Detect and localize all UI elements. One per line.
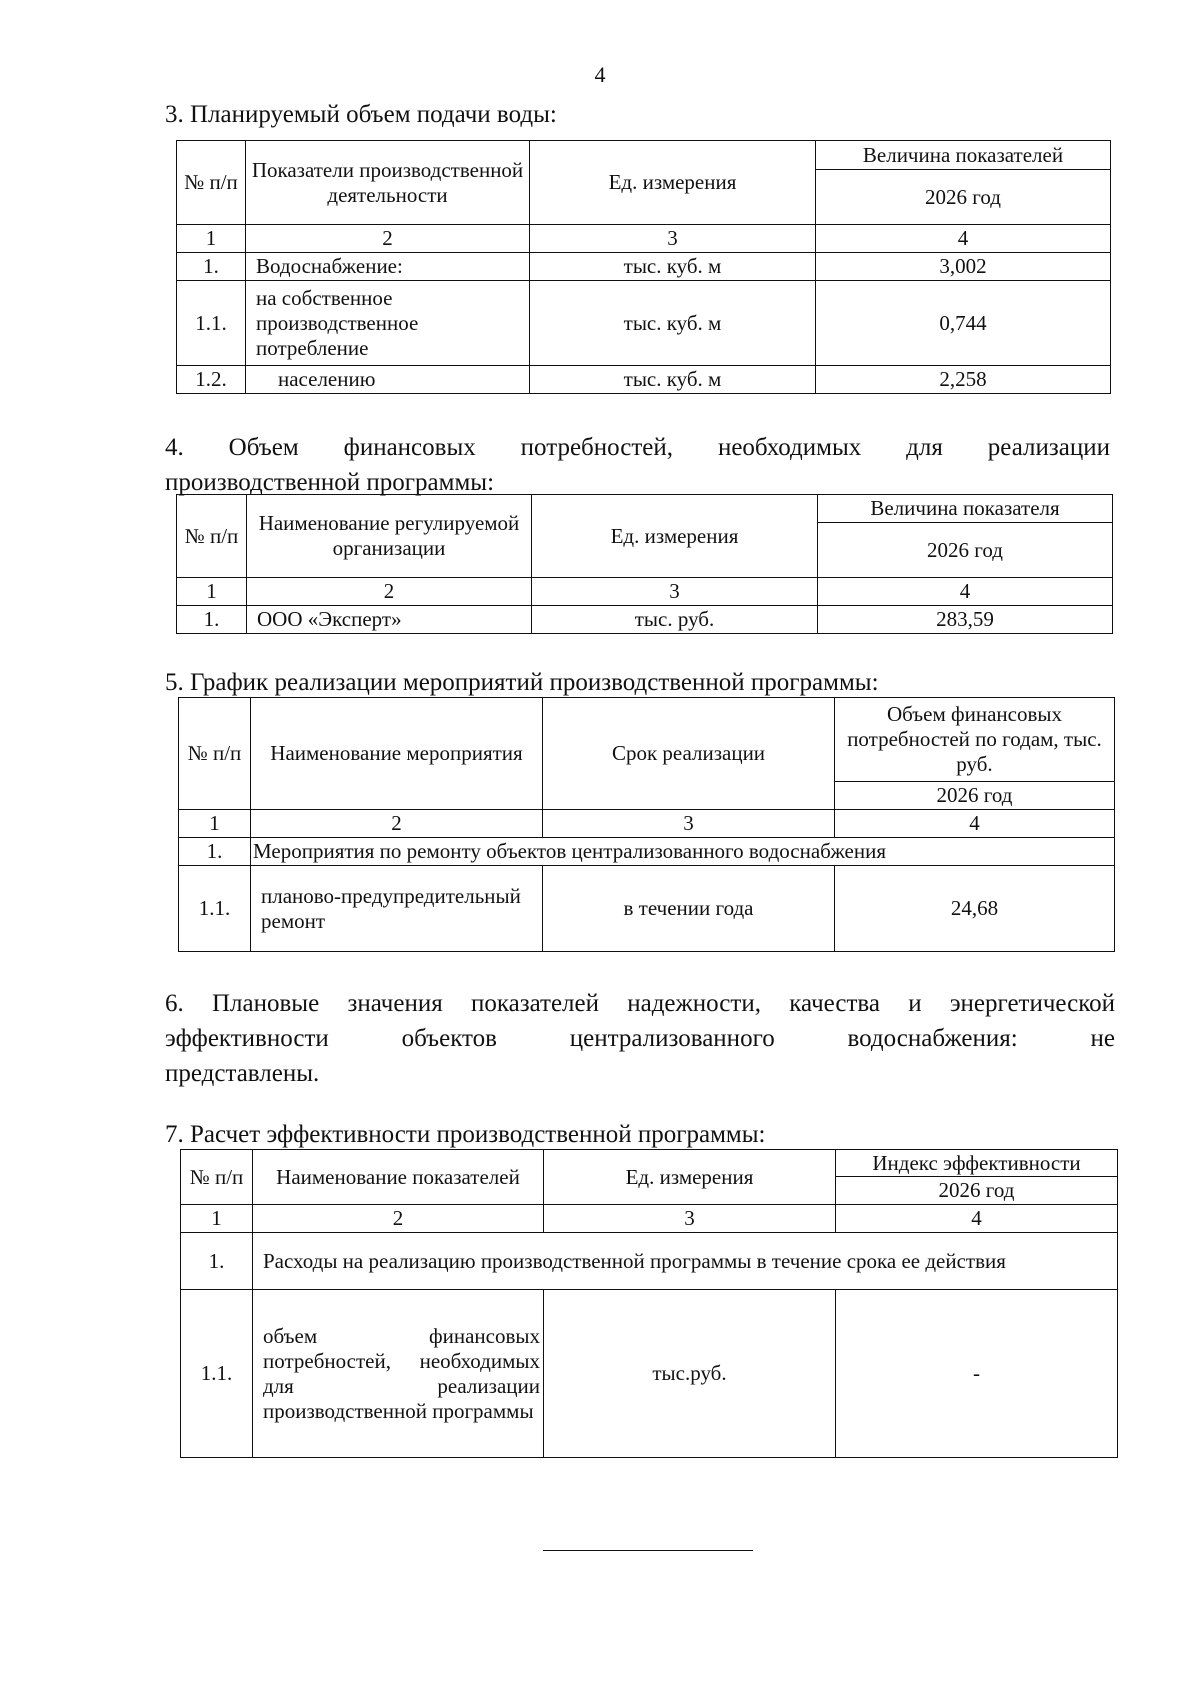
row-value: 3,002	[816, 253, 1111, 281]
row-value: 2,258	[816, 366, 1111, 394]
row-num: 1.	[177, 606, 247, 634]
col-number: 1	[181, 1205, 253, 1233]
group-num: 1.	[179, 838, 251, 866]
section-5-title: 5. График реализации мероприятий производственной программы:	[165, 669, 879, 696]
header-value: Величина показателя	[818, 495, 1113, 523]
header-year: 2026 год	[836, 1177, 1118, 1205]
header-unit: Ед. измерения	[530, 141, 816, 225]
col-number: 1	[177, 578, 247, 606]
row-num: 1.2.	[177, 366, 246, 394]
group-row	[179, 838, 1115, 866]
section-4-title-cont: производственной программы:	[165, 469, 495, 496]
page-number: 4	[594, 62, 606, 87]
group-num: 1.	[181, 1233, 253, 1290]
col-number: 3	[543, 810, 835, 838]
header-year: 2026 год	[818, 523, 1113, 578]
water-supply-table	[176, 140, 1111, 394]
header-num: № п/п	[179, 698, 251, 810]
row-name: ООО «Эксперт»	[247, 606, 532, 634]
col-number: 2	[253, 1205, 544, 1233]
row-unit: тыс. куб. м	[530, 366, 816, 394]
end-divider	[543, 1550, 753, 1551]
col-number: 4	[818, 578, 1113, 606]
header-year: 2026 год	[835, 782, 1115, 810]
header-unit: Ед. измерения	[544, 1150, 836, 1205]
col-number: 4	[835, 810, 1115, 838]
header-index: Индекс эффективности	[836, 1150, 1118, 1177]
row-term: в течении года	[543, 866, 835, 952]
col-number: 3	[530, 225, 816, 253]
row-unit: тыс. руб.	[532, 606, 818, 634]
col-number: 1	[177, 225, 246, 253]
header-unit: Ед. измерения	[532, 495, 818, 578]
section-4-title: 4. Объем финансовых потребностей, необходимых для реализации	[165, 434, 1110, 461]
section-7-title: 7. Расчет эффективности производственной программы:	[165, 1121, 766, 1148]
header-term: Срок реализации	[543, 698, 835, 810]
group-row	[181, 1233, 1118, 1290]
table-row	[177, 281, 1111, 366]
row-name: населению	[246, 366, 530, 394]
row-value: -	[836, 1290, 1118, 1458]
financial-needs-table	[176, 494, 1113, 634]
row-unit: тыс.руб.	[544, 1290, 836, 1458]
efficiency-table	[180, 1149, 1118, 1458]
col-number: 3	[532, 578, 818, 606]
table-row	[181, 1290, 1118, 1458]
schedule-table	[178, 697, 1115, 952]
row-value: 24,68	[835, 866, 1115, 952]
row-value: 283,59	[818, 606, 1113, 634]
table-row	[177, 366, 1111, 394]
col-number: 2	[246, 225, 530, 253]
section-6-line-3: представлены.	[165, 1060, 320, 1087]
col-number: 2	[251, 810, 543, 838]
header-num: № п/п	[177, 141, 246, 225]
header-value: Величина показателей	[816, 141, 1111, 170]
row-num: 1.1.	[181, 1290, 253, 1458]
header-event: Наименование мероприятия	[251, 698, 543, 810]
header-num: № п/п	[177, 495, 247, 578]
row-num: 1.1.	[179, 866, 251, 952]
row-unit: тыс. куб. м	[530, 281, 816, 366]
row-unit: тыс. куб. м	[530, 253, 816, 281]
row-num: 1.1.	[177, 281, 246, 366]
col-number: 1	[179, 810, 251, 838]
row-name: планово-предупредительный ремонт	[251, 866, 543, 952]
group-name: Мероприятия по ремонту объектов централизованного водоснабжения	[251, 838, 1115, 866]
col-number: 4	[816, 225, 1111, 253]
col-number: 4	[836, 1205, 1118, 1233]
row-value: 0,744	[816, 281, 1111, 366]
header-year: 2026 год	[816, 170, 1111, 225]
row-name: объем финансовых потребностей, необходимых для реализации производственной программы	[253, 1290, 544, 1458]
col-number: 3	[544, 1205, 836, 1233]
col-number: 2	[247, 578, 532, 606]
section-6-line-2: эффективности объектов централизованного водоснабжения: не	[165, 1025, 1115, 1052]
row-num: 1.	[177, 253, 246, 281]
section-6-line-1: 6. Плановые значения показателей надежности, качества и энергетической	[165, 990, 1115, 1017]
section-3-title: 3. Планируемый объем подачи воды:	[165, 101, 557, 128]
header-volume: Объем финансовых потребностей по годам, тыс. руб.	[835, 698, 1115, 782]
table-row	[177, 253, 1111, 281]
table-row	[179, 866, 1115, 952]
header-indicator: Показатели производственной деятельности	[246, 141, 530, 225]
row-name: Водоснабжение:	[246, 253, 530, 281]
header-org: Наименование регулируемой организации	[247, 495, 532, 578]
group-name: Расходы на реализацию производственной программы в течение срока ее действия	[253, 1233, 1118, 1290]
table-row	[177, 606, 1113, 634]
header-num: № п/п	[181, 1150, 253, 1205]
header-indicator: Наименование показателей	[253, 1150, 544, 1205]
row-name: на собственное производственное потребление	[246, 281, 530, 366]
